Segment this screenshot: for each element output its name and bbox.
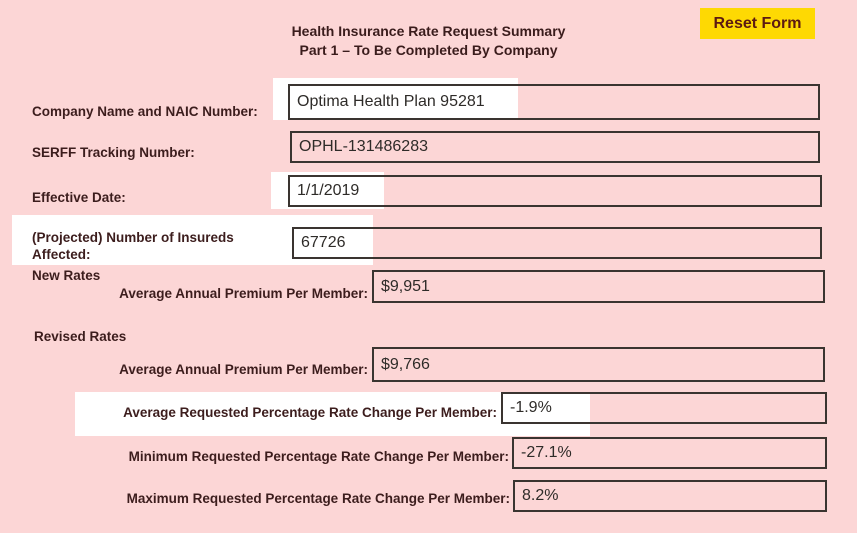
- new-avg-premium-input[interactable]: [372, 270, 825, 303]
- avg-change-value: -1.9%: [510, 399, 552, 416]
- insureds-affected-input[interactable]: [292, 227, 822, 259]
- min-change-input[interactable]: [512, 437, 827, 469]
- max-change-label: Maximum Requested Percentage Rate Change Per Member:: [126, 491, 510, 506]
- serff-tracking-input[interactable]: [290, 131, 820, 163]
- revised-avg-premium-value: $9,766: [381, 355, 430, 373]
- new-avg-premium-label: Average Annual Premium Per Member:: [119, 286, 368, 301]
- min-change-value: -27.1%: [521, 444, 572, 461]
- company-name-value: Optima Health Plan 95281: [297, 93, 485, 110]
- avg-change-label: Average Requested Percentage Rate Change Per Member:: [123, 405, 497, 420]
- min-change-label: Minimum Requested Percentage Rate Change Per Member:: [128, 449, 509, 464]
- serff-tracking-label: SERFF Tracking Number:: [32, 145, 195, 160]
- insureds-affected-label: (Projected) Number of Insureds Affected:: [32, 230, 234, 262]
- form-title-line1: Health Insurance Rate Request Summary: [291, 23, 566, 39]
- revised-rates-heading: Revised Rates: [34, 329, 127, 344]
- new-avg-premium-value: $9,951: [381, 277, 430, 295]
- reset-form-button[interactable]: Reset Form: [700, 8, 815, 39]
- insureds-affected-value: 67726: [301, 234, 346, 251]
- avg-change-input[interactable]: [501, 392, 827, 424]
- form-title-line2: Part 1 – To Be Completed By Company: [299, 42, 558, 58]
- effective-date-value: 1/1/2019: [297, 182, 360, 199]
- revised-avg-premium-input[interactable]: [372, 347, 825, 382]
- new-rates-heading: New Rates: [32, 268, 101, 283]
- company-name-input[interactable]: [288, 84, 820, 120]
- serff-tracking-value: OPHL-131486283: [299, 138, 428, 155]
- revised-avg-premium-label: Average Annual Premium Per Member:: [119, 362, 368, 377]
- max-change-value: 8.2%: [522, 487, 559, 504]
- company-name-label: Company Name and NAIC Number:: [32, 104, 258, 119]
- max-change-input[interactable]: [513, 480, 827, 512]
- effective-date-label: Effective Date:: [32, 190, 126, 205]
- effective-date-input[interactable]: [288, 175, 822, 207]
